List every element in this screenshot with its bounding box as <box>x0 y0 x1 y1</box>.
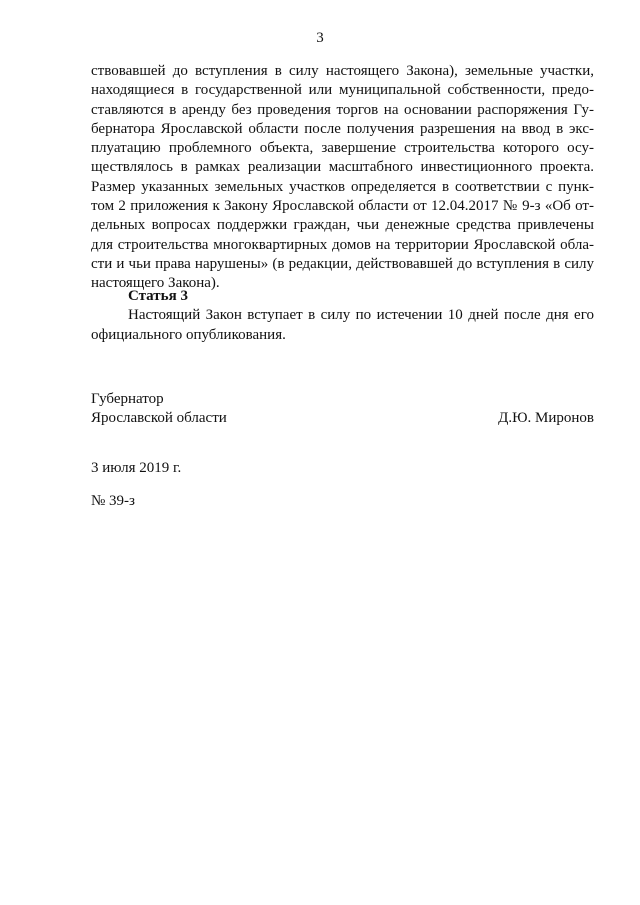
paragraph-line: бернатора Ярославской области после получения разрешения на ввод в экс- <box>91 120 594 137</box>
signatory-position-line2: Ярославской области <box>91 410 227 427</box>
paragraph-line: плуатацию проблемного объекта, завершение строительства которого осу- <box>91 140 594 157</box>
signatory-position-line1: Губернатор <box>91 391 164 407</box>
paragraph-line: ставляются в аренду без проведения торгов на основании распоряжения Гу- <box>91 101 594 118</box>
law-number: № 39-з <box>91 493 135 509</box>
paragraph-line: настоящего Закона). <box>91 275 220 292</box>
paragraph-line: находящиеся в государственной или муниципальной собственности, предо- <box>91 82 594 99</box>
article-3 <box>91 287 594 345</box>
signature-block <box>91 390 594 429</box>
paragraph-line: ществлялось в рамках реализации масштабного инвестиционного проекта. <box>91 159 594 176</box>
article-line: официального опубликования. <box>91 326 286 343</box>
paragraph-line: том 2 приложения к Закону Ярославской области от 12.04.2017 № 9-з «Об от- <box>91 198 594 215</box>
paragraph-line: ствовавшей до вступления в силу настоящего Закона), земельные участки, <box>91 63 594 79</box>
paragraph-line: дельных вопросах поддержки граждан, чьи денежные средства привлечены <box>91 217 594 234</box>
paragraph-continuation <box>91 62 594 294</box>
article-title: Статья 3 <box>128 288 188 304</box>
document-date: 3 июля 2019 г. <box>91 460 182 476</box>
article-line: Настоящий Закон вступает в силу по истечении 10 дней после дня его <box>128 307 594 324</box>
signature-row <box>91 409 594 428</box>
paragraph-line: сти и чьи права нарушены» (в редакции, действовавшей до вступления в силу <box>91 255 594 272</box>
page-number: 3 <box>316 30 324 46</box>
paragraph-line: Размер указанных земельных участков определяется в соответствии с пунк- <box>91 178 594 195</box>
paragraph-line: для строительства многоквартирных домов на территории Ярославской обла- <box>91 236 594 253</box>
signatory-name: Д.Ю. Миронов <box>498 410 594 427</box>
